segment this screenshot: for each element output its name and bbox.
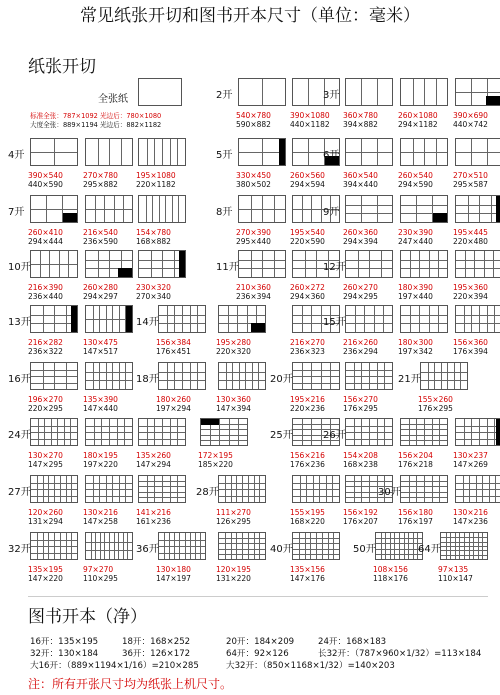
gross-size: 247×440 bbox=[398, 237, 433, 246]
net-size: 97×270 bbox=[83, 565, 114, 574]
paper-cut-diagram bbox=[345, 362, 393, 390]
gross-size: 236×294 bbox=[343, 347, 378, 356]
net-size: 196×270 bbox=[28, 395, 63, 404]
gross-size: 294×394 bbox=[343, 237, 378, 246]
gross-size: 295×882 bbox=[83, 180, 118, 189]
net-size: 108×156 bbox=[373, 565, 408, 574]
gross-size: 147×269 bbox=[453, 460, 488, 469]
paper-cut-diagram bbox=[85, 250, 133, 278]
gross-size: 440×742 bbox=[453, 120, 488, 129]
book-size: 大32开：（850×1168×1/32）=140×203 bbox=[226, 661, 395, 671]
paper-cut-diagram bbox=[138, 78, 182, 106]
net-size: 111×270 bbox=[216, 508, 251, 517]
net-size: 155×260 bbox=[418, 395, 453, 404]
paper-cut-diagram bbox=[30, 475, 78, 503]
gross-size: 147×176 bbox=[290, 574, 325, 583]
paper-cut-diagram bbox=[85, 305, 133, 333]
paper-cut-diagram bbox=[238, 195, 286, 223]
paper-cut-diagram bbox=[400, 250, 448, 278]
gross-size: 380×502 bbox=[236, 180, 271, 189]
footnote: 注：所有开张尺寸均为纸张上机尺寸。 bbox=[28, 677, 233, 691]
net-size: 216×270 bbox=[290, 338, 325, 347]
book-size: 36开：126×172 bbox=[122, 649, 191, 659]
net-size: 260×270 bbox=[343, 283, 378, 292]
gross-size: 294×360 bbox=[290, 292, 325, 301]
gross-size: 440×1182 bbox=[290, 120, 330, 129]
cut-count-label: 27开 bbox=[8, 487, 31, 498]
net-size: 120×260 bbox=[28, 508, 63, 517]
cut-count-label: 11开 bbox=[216, 262, 239, 273]
gross-size: 131×220 bbox=[216, 574, 251, 583]
paper-cut-diagram bbox=[200, 418, 248, 446]
gross-size: 147×197 bbox=[156, 574, 191, 583]
net-size: 156×180 bbox=[398, 508, 433, 517]
gross-size: 147×517 bbox=[83, 347, 118, 356]
net-size: 216×540 bbox=[83, 228, 118, 237]
book-size: 32开：130×184 bbox=[30, 649, 99, 659]
gross-size: 168×882 bbox=[136, 237, 171, 246]
cut-count-label: 16开 bbox=[8, 374, 31, 385]
cut-count-label: 30开 bbox=[378, 487, 401, 498]
page-title: 常见纸张开切和图书开本尺寸（单位：毫米） bbox=[80, 6, 420, 26]
paper-cut-diagram bbox=[238, 138, 286, 166]
gross-size: 110×147 bbox=[438, 574, 473, 583]
net-size: 130×270 bbox=[28, 451, 63, 460]
net-size: 180×260 bbox=[156, 395, 191, 404]
paper-cut-diagram bbox=[455, 250, 500, 278]
paper-cut-diagram bbox=[30, 362, 78, 390]
paper-cut-diagram bbox=[85, 195, 133, 223]
gross-size: 220×295 bbox=[28, 404, 63, 413]
cut-count-label: 4开 bbox=[8, 150, 25, 161]
cut-count-label: 21开 bbox=[398, 374, 421, 385]
cut-count-label: 40开 bbox=[270, 544, 293, 555]
cut-count-label: 7开 bbox=[8, 207, 25, 218]
divider bbox=[28, 596, 488, 597]
paper-cut-diagram bbox=[218, 305, 266, 333]
gross-size: 295×587 bbox=[453, 180, 488, 189]
gross-size: 147×220 bbox=[28, 574, 63, 583]
paper-cut-diagram bbox=[400, 138, 448, 166]
big-sheet-net: 882×1182 bbox=[126, 121, 162, 129]
gross-size: 197×440 bbox=[398, 292, 433, 301]
paper-cut-diagram bbox=[292, 362, 340, 390]
std-sheet-size: 787×1092 光边后： bbox=[62, 112, 127, 120]
paper-cut-diagram bbox=[138, 195, 186, 223]
paper-cut-diagram bbox=[30, 305, 78, 333]
paper-cut-diagram bbox=[138, 250, 186, 278]
gross-size: 220×480 bbox=[453, 237, 488, 246]
gross-size: 176×236 bbox=[290, 460, 325, 469]
paper-cut-diagram bbox=[400, 78, 448, 106]
gross-size: 176×207 bbox=[343, 517, 378, 526]
paper-cut-diagram bbox=[138, 138, 186, 166]
paper-cut-diagram bbox=[85, 418, 133, 446]
cut-count-label: 26开 bbox=[323, 430, 346, 441]
gross-size: 590×882 bbox=[236, 120, 271, 129]
paper-cut-diagram bbox=[455, 195, 500, 223]
net-size: 154×208 bbox=[343, 451, 378, 460]
net-size: 130×360 bbox=[216, 395, 251, 404]
net-size: 270×390 bbox=[236, 228, 271, 237]
cut-count-label: 28开 bbox=[196, 487, 219, 498]
paper-cut-diagram bbox=[85, 532, 133, 560]
gross-size: 236×323 bbox=[290, 347, 325, 356]
gross-size: 295×440 bbox=[236, 237, 271, 246]
net-size: 195×1080 bbox=[136, 171, 176, 180]
cut-count-label: 64开 bbox=[418, 544, 441, 555]
cut-count-label: 14开 bbox=[136, 317, 159, 328]
cut-count-label: 8开 bbox=[216, 207, 233, 218]
paper-cut-diagram bbox=[158, 532, 206, 560]
paper-cut-diagram bbox=[440, 532, 488, 560]
net-size: 195×540 bbox=[290, 228, 325, 237]
gross-size: 220×236 bbox=[290, 404, 325, 413]
gross-size: 161×236 bbox=[136, 517, 171, 526]
paper-cut-diagram bbox=[345, 418, 393, 446]
net-size: 270×510 bbox=[453, 171, 488, 180]
net-size: 130×216 bbox=[453, 508, 488, 517]
book-size: 20开：184×209 bbox=[226, 637, 295, 647]
paper-cut-diagram bbox=[345, 305, 393, 333]
section-title-paper-cut: 纸张开切 bbox=[28, 57, 96, 77]
cut-count-label: 5开 bbox=[216, 150, 233, 161]
gross-size: 147×440 bbox=[83, 404, 118, 413]
cut-count-label: 12开 bbox=[323, 262, 346, 273]
paper-cut-diagram bbox=[420, 362, 468, 390]
net-size: 216×260 bbox=[343, 338, 378, 347]
gross-size: 176×197 bbox=[398, 517, 433, 526]
paper-cut-diagram bbox=[30, 138, 78, 166]
gross-size: 236×590 bbox=[83, 237, 118, 246]
net-size: 330×450 bbox=[236, 171, 271, 180]
gross-size: 294×297 bbox=[83, 292, 118, 301]
net-size: 135×195 bbox=[28, 565, 63, 574]
net-size: 216×282 bbox=[28, 338, 63, 347]
net-size: 130×216 bbox=[83, 508, 118, 517]
book-size: 16开：135×195 bbox=[30, 637, 99, 647]
std-sheet-prefix: 标准全张： bbox=[30, 112, 63, 120]
net-size: 260×360 bbox=[343, 228, 378, 237]
paper-cut-diagram bbox=[218, 475, 266, 503]
cut-count-label: 24开 bbox=[8, 430, 31, 441]
full-sheet-spec bbox=[30, 112, 161, 130]
big-sheet-size: 889×1194 光边后： bbox=[62, 121, 127, 129]
gross-size: 220×1182 bbox=[136, 180, 176, 189]
net-size: 156×204 bbox=[398, 451, 433, 460]
paper-cut-diagram bbox=[455, 138, 500, 166]
gross-size: 394×440 bbox=[343, 180, 378, 189]
gross-size: 131×294 bbox=[28, 517, 63, 526]
full-sheet-label: 全张纸 bbox=[98, 94, 128, 105]
gross-size: 176×218 bbox=[398, 460, 433, 469]
paper-cut-diagram bbox=[455, 418, 500, 446]
gross-size: 147×394 bbox=[216, 404, 251, 413]
gross-size: 126×295 bbox=[216, 517, 251, 526]
net-size: 97×135 bbox=[438, 565, 469, 574]
paper-cut-diagram bbox=[238, 250, 286, 278]
paper-cut-diagram bbox=[345, 250, 393, 278]
paper-cut-diagram bbox=[455, 475, 500, 503]
net-size: 195×280 bbox=[216, 338, 251, 347]
gross-size: 185×220 bbox=[198, 460, 233, 469]
net-size: 156×384 bbox=[156, 338, 191, 347]
cut-count-label: 20开 bbox=[270, 374, 293, 385]
net-size: 135×260 bbox=[136, 451, 171, 460]
paper-cut-diagram bbox=[400, 475, 448, 503]
book-size: 大16开：（889×1194×1/16）=210×285 bbox=[30, 661, 199, 671]
net-size: 180×390 bbox=[398, 283, 433, 292]
gross-size: 118×176 bbox=[373, 574, 408, 583]
paper-cut-diagram bbox=[30, 195, 78, 223]
gross-size: 440×590 bbox=[28, 180, 63, 189]
cut-count-label: 15开 bbox=[323, 317, 346, 328]
net-size: 230×320 bbox=[136, 283, 171, 292]
net-size: 156×270 bbox=[343, 395, 378, 404]
gross-size: 197×342 bbox=[398, 347, 433, 356]
paper-cut-diagram bbox=[238, 78, 286, 106]
gross-size: 176×295 bbox=[418, 404, 453, 413]
net-size: 390×1080 bbox=[290, 111, 330, 120]
paper-cut-diagram bbox=[138, 418, 186, 446]
book-size: 长32开：（787×960×1/32）=113×184 bbox=[318, 649, 482, 659]
net-size: 360×540 bbox=[343, 171, 378, 180]
paper-cut-diagram bbox=[85, 475, 133, 503]
net-size: 130×475 bbox=[83, 338, 118, 347]
net-size: 260×272 bbox=[290, 283, 325, 292]
section-title-book-size: 图书开本（净） bbox=[28, 607, 147, 627]
cut-count-label: 32开 bbox=[8, 544, 31, 555]
net-size: 154×780 bbox=[136, 228, 171, 237]
gross-size: 236×322 bbox=[28, 347, 63, 356]
paper-cut-diagram bbox=[218, 532, 266, 560]
net-size: 390×690 bbox=[453, 111, 488, 120]
paper-cut-diagram bbox=[158, 362, 206, 390]
net-size: 156×360 bbox=[453, 338, 488, 347]
paper-cut-diagram bbox=[292, 532, 340, 560]
gross-size: 197×294 bbox=[156, 404, 191, 413]
paper-cut-diagram bbox=[345, 78, 393, 106]
gross-size: 168×220 bbox=[290, 517, 325, 526]
gross-size: 220×320 bbox=[216, 347, 251, 356]
net-size: 180×195 bbox=[83, 451, 118, 460]
net-size: 156×216 bbox=[290, 451, 325, 460]
paper-cut-diagram bbox=[345, 138, 393, 166]
net-size: 210×360 bbox=[236, 283, 271, 292]
net-size: 141×216 bbox=[136, 508, 171, 517]
paper-cut-diagram bbox=[218, 362, 266, 390]
cut-count-label: 25开 bbox=[270, 430, 293, 441]
gross-size: 168×238 bbox=[343, 460, 378, 469]
cut-count-label: 50开 bbox=[353, 544, 376, 555]
gross-size: 176×451 bbox=[156, 347, 191, 356]
net-size: 260×1080 bbox=[398, 111, 438, 120]
cut-count-label: 13开 bbox=[8, 317, 31, 328]
gross-size: 270×340 bbox=[136, 292, 171, 301]
paper-cut-diagram bbox=[30, 532, 78, 560]
big-sheet-prefix: 大度全张： bbox=[30, 121, 63, 129]
net-size: 260×280 bbox=[83, 283, 118, 292]
net-size: 135×156 bbox=[290, 565, 325, 574]
cut-count-label: 9开 bbox=[323, 207, 340, 218]
net-size: 195×216 bbox=[290, 395, 325, 404]
paper-cut-diagram bbox=[455, 78, 500, 106]
paper-cut-diagram bbox=[345, 195, 393, 223]
gross-size: 110×295 bbox=[83, 574, 118, 583]
cut-count-label: 36开 bbox=[136, 544, 159, 555]
cut-count-label: 2开 bbox=[216, 90, 233, 101]
cut-count-label: 18开 bbox=[136, 374, 159, 385]
paper-cut-diagram bbox=[138, 475, 186, 503]
net-size: 155×195 bbox=[290, 508, 325, 517]
net-size: 260×540 bbox=[398, 171, 433, 180]
gross-size: 220×394 bbox=[453, 292, 488, 301]
net-size: 270×780 bbox=[83, 171, 118, 180]
gross-size: 236×440 bbox=[28, 292, 63, 301]
gross-size: 394×882 bbox=[343, 120, 378, 129]
gross-size: 294×1182 bbox=[398, 120, 438, 129]
paper-cut-diagram bbox=[85, 138, 133, 166]
gross-size: 294×594 bbox=[290, 180, 325, 189]
gross-size: 147×258 bbox=[83, 517, 118, 526]
net-size: 135×390 bbox=[83, 395, 118, 404]
book-size: 24开：168×183 bbox=[318, 637, 387, 647]
paper-cut-diagram bbox=[400, 195, 448, 223]
paper-cut-diagram bbox=[400, 418, 448, 446]
gross-size: 236×394 bbox=[236, 292, 271, 301]
net-size: 540×780 bbox=[236, 111, 271, 120]
net-size: 360×780 bbox=[343, 111, 378, 120]
gross-size: 294×444 bbox=[28, 237, 63, 246]
net-size: 195×445 bbox=[453, 228, 488, 237]
net-size: 216×390 bbox=[28, 283, 63, 292]
paper-cut-diagram bbox=[158, 305, 206, 333]
gross-size: 176×394 bbox=[453, 347, 488, 356]
book-size: 18开：168×252 bbox=[122, 637, 191, 647]
gross-size: 197×220 bbox=[83, 460, 118, 469]
net-size: 260×410 bbox=[28, 228, 63, 237]
net-size: 180×300 bbox=[398, 338, 433, 347]
paper-cut-diagram bbox=[30, 250, 78, 278]
net-size: 390×540 bbox=[28, 171, 63, 180]
paper-cut-diagram bbox=[375, 532, 423, 560]
paper-cut-diagram bbox=[292, 475, 340, 503]
paper-cut-diagram bbox=[30, 418, 78, 446]
paper-cut-diagram bbox=[455, 305, 500, 333]
gross-size: 294×590 bbox=[398, 180, 433, 189]
paper-cut-diagram bbox=[400, 305, 448, 333]
gross-size: 220×590 bbox=[290, 237, 325, 246]
std-sheet-net: 780×1080 bbox=[126, 112, 162, 120]
net-size: 230×390 bbox=[398, 228, 433, 237]
cut-count-label: 10开 bbox=[8, 262, 31, 273]
cut-count-label: 6开 bbox=[323, 150, 340, 161]
gross-size: 147×236 bbox=[453, 517, 488, 526]
net-size: 120×195 bbox=[216, 565, 251, 574]
net-size: 156×192 bbox=[343, 508, 378, 517]
gross-size: 176×295 bbox=[343, 404, 378, 413]
paper-cut-diagram bbox=[85, 362, 133, 390]
cut-count-label: 3开 bbox=[323, 90, 340, 101]
gross-size: 294×295 bbox=[343, 292, 378, 301]
gross-size: 147×295 bbox=[28, 460, 63, 469]
net-size: 130×237 bbox=[453, 451, 488, 460]
gross-size: 147×294 bbox=[136, 460, 171, 469]
net-size: 195×360 bbox=[453, 283, 488, 292]
net-size: 130×180 bbox=[156, 565, 191, 574]
net-size: 172×195 bbox=[198, 451, 233, 460]
net-size: 260×560 bbox=[290, 171, 325, 180]
book-size: 64开：92×126 bbox=[226, 649, 289, 659]
